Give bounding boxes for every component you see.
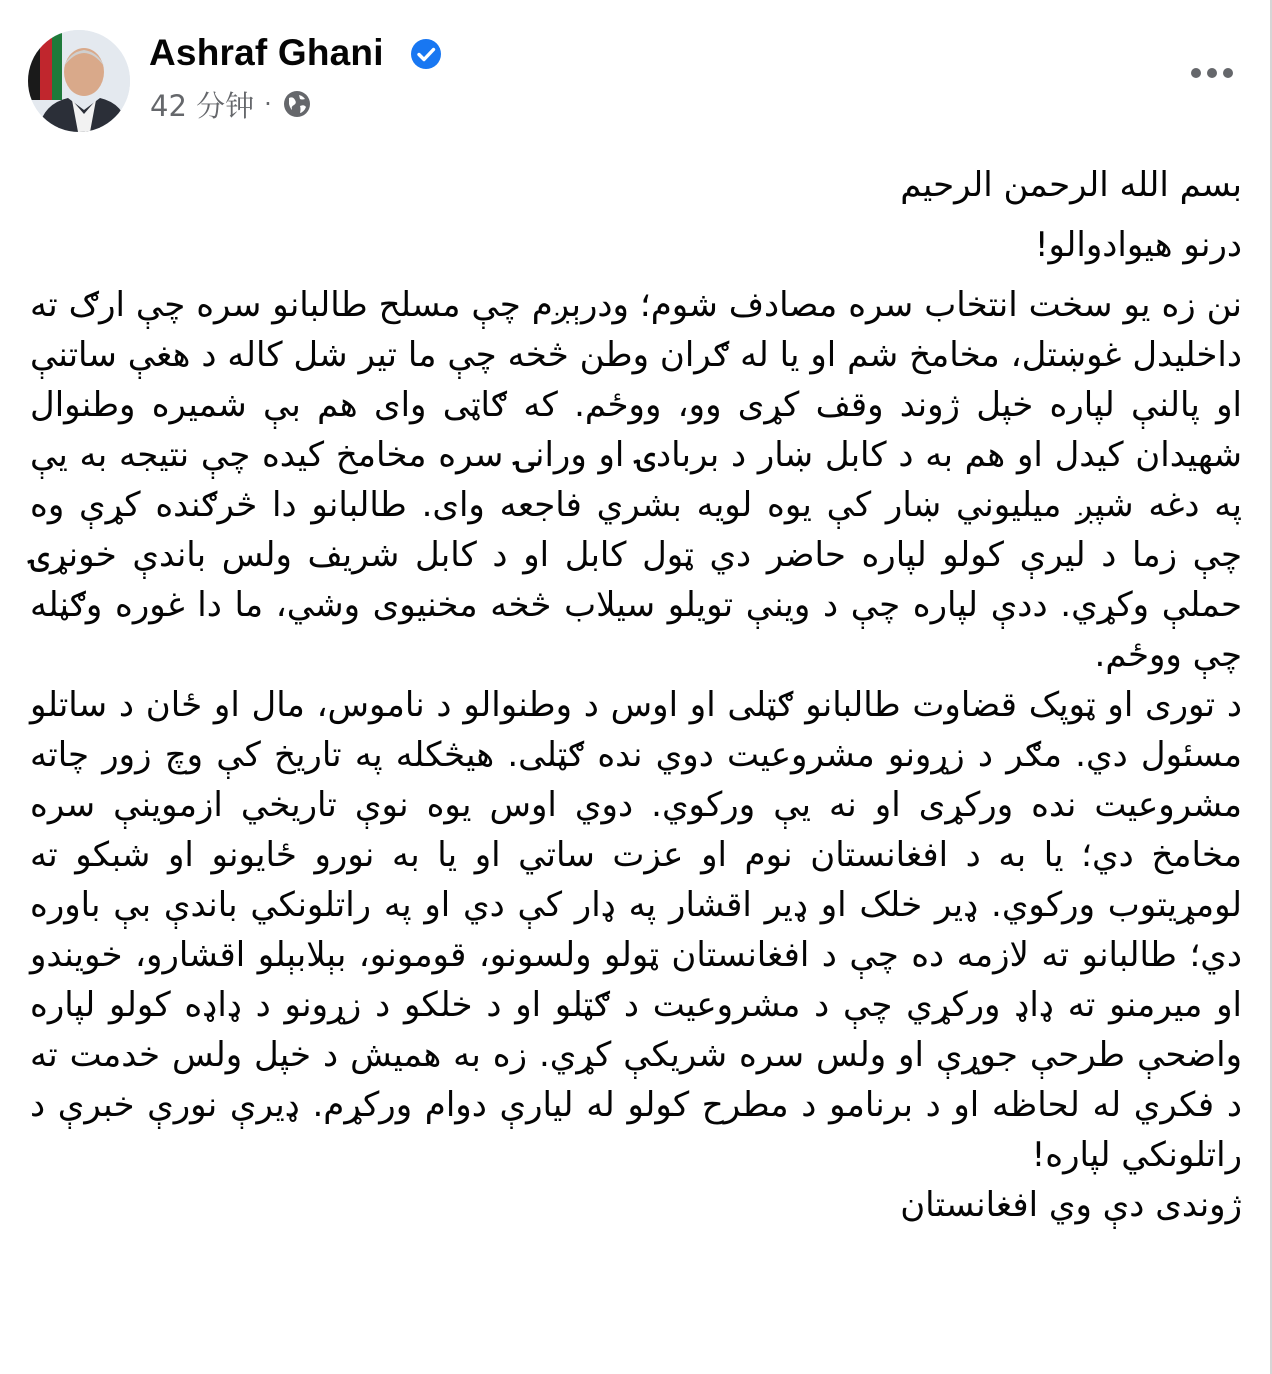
avatar[interactable] [28,30,130,132]
post-header [26,28,1246,138]
more-options-button[interactable] [1182,58,1242,88]
meta-separator: · [264,90,272,118]
verified-badge-icon [410,38,442,70]
post-basmala: بسم الله الرحمن الرحيم [900,165,1242,205]
post-meta [150,84,312,124]
post-paragraph-2: د توری او ټوپک قضاوت طالبانو ګټلی او اوس د وطنوالو د ناموس، مال او ځان د ساتلو مسئول دي. مګر د زړونو مشروعیت دوي نده ګټلی. هیڅکله په تاریخ کې وچ زور چاته مشروعیت نده ورکړی او نه یې ورکوي. دوي اوس یوه نوې تاریخي ازموینې سره مخامخ دي؛ یا به د افغانستان نوم او عزت ساتي او یا به نورو ځایونو او شبکو ته لومړیتوب ورکوي. ډیر خلک او ډیر اقشار په ډار کې دي او په راتلونکي باندې بې باوره دي؛ طالبانو ته لازمه ده چې د افغانستان ټولو ولسونو، قومونو، بېلابېلو اقشارو، خویندو او میرمنو ته ډاډ ورکړي چې د مشروعیت د ګټلو او د خلکو د زړونو د ډاډه کولو لپاره واضحې طرحې جوړې او ولس سره شریکې کړي. زه به همیش د خپل ولس خدمت ته د فکري له لحاظه او د برنامو د مطرح کولو له لیارې دوام ورکړم. ډیرې نورې خبرې د راتلونکي لپاره! [30,685,1242,1175]
post-paragraph-1: نن زه يو سخت انتخاب سره مصادف شوم؛ ودرېږم چې مسلح طالبانو سره چې ارګ ته داخلیدل غوښتل، مخامخ شم او یا له ګران وطن څخه چې ما تیر شل کاله د هغې ساتنې او پالنې لپاره خپل ژوند وقف کړی وو، ووځم. که ګاټی وای هم بې شمیره وطنوال شهیدان کیدل او هم به د کابل ښار د بربادۍ او ورانۍ سره مخامخ کیده چې نتیجه به یې په دغه شپږ میلیوني ښار کې یوه لویه بشري فاجعه وای. طالبانو دا څرګنده کړې وه چې زما د لیرې کولو لپاره حاضر دي ټول کابل او د کابل شریف ولس باندې خونړۍ حملې وکړي. ددې لپاره چې د وینې تویلو سیلاب څخه مخنیوی وشي، ما دا غوره وګڼله چې ووځم. [30,285,1242,675]
more-options-icon [1190,67,1234,79]
avatar-image [28,30,130,132]
globe-icon[interactable] [282,89,312,119]
post-body [30,158,1242,1230]
post-closing-line: ژوندی دې وي افغانستان [900,1185,1242,1225]
post-greeting: درنو هيوادوالو! [1034,225,1242,265]
post-timestamp[interactable]: 42 分钟 [150,88,255,123]
author-name[interactable]: Ashraf Ghani [149,32,384,73]
